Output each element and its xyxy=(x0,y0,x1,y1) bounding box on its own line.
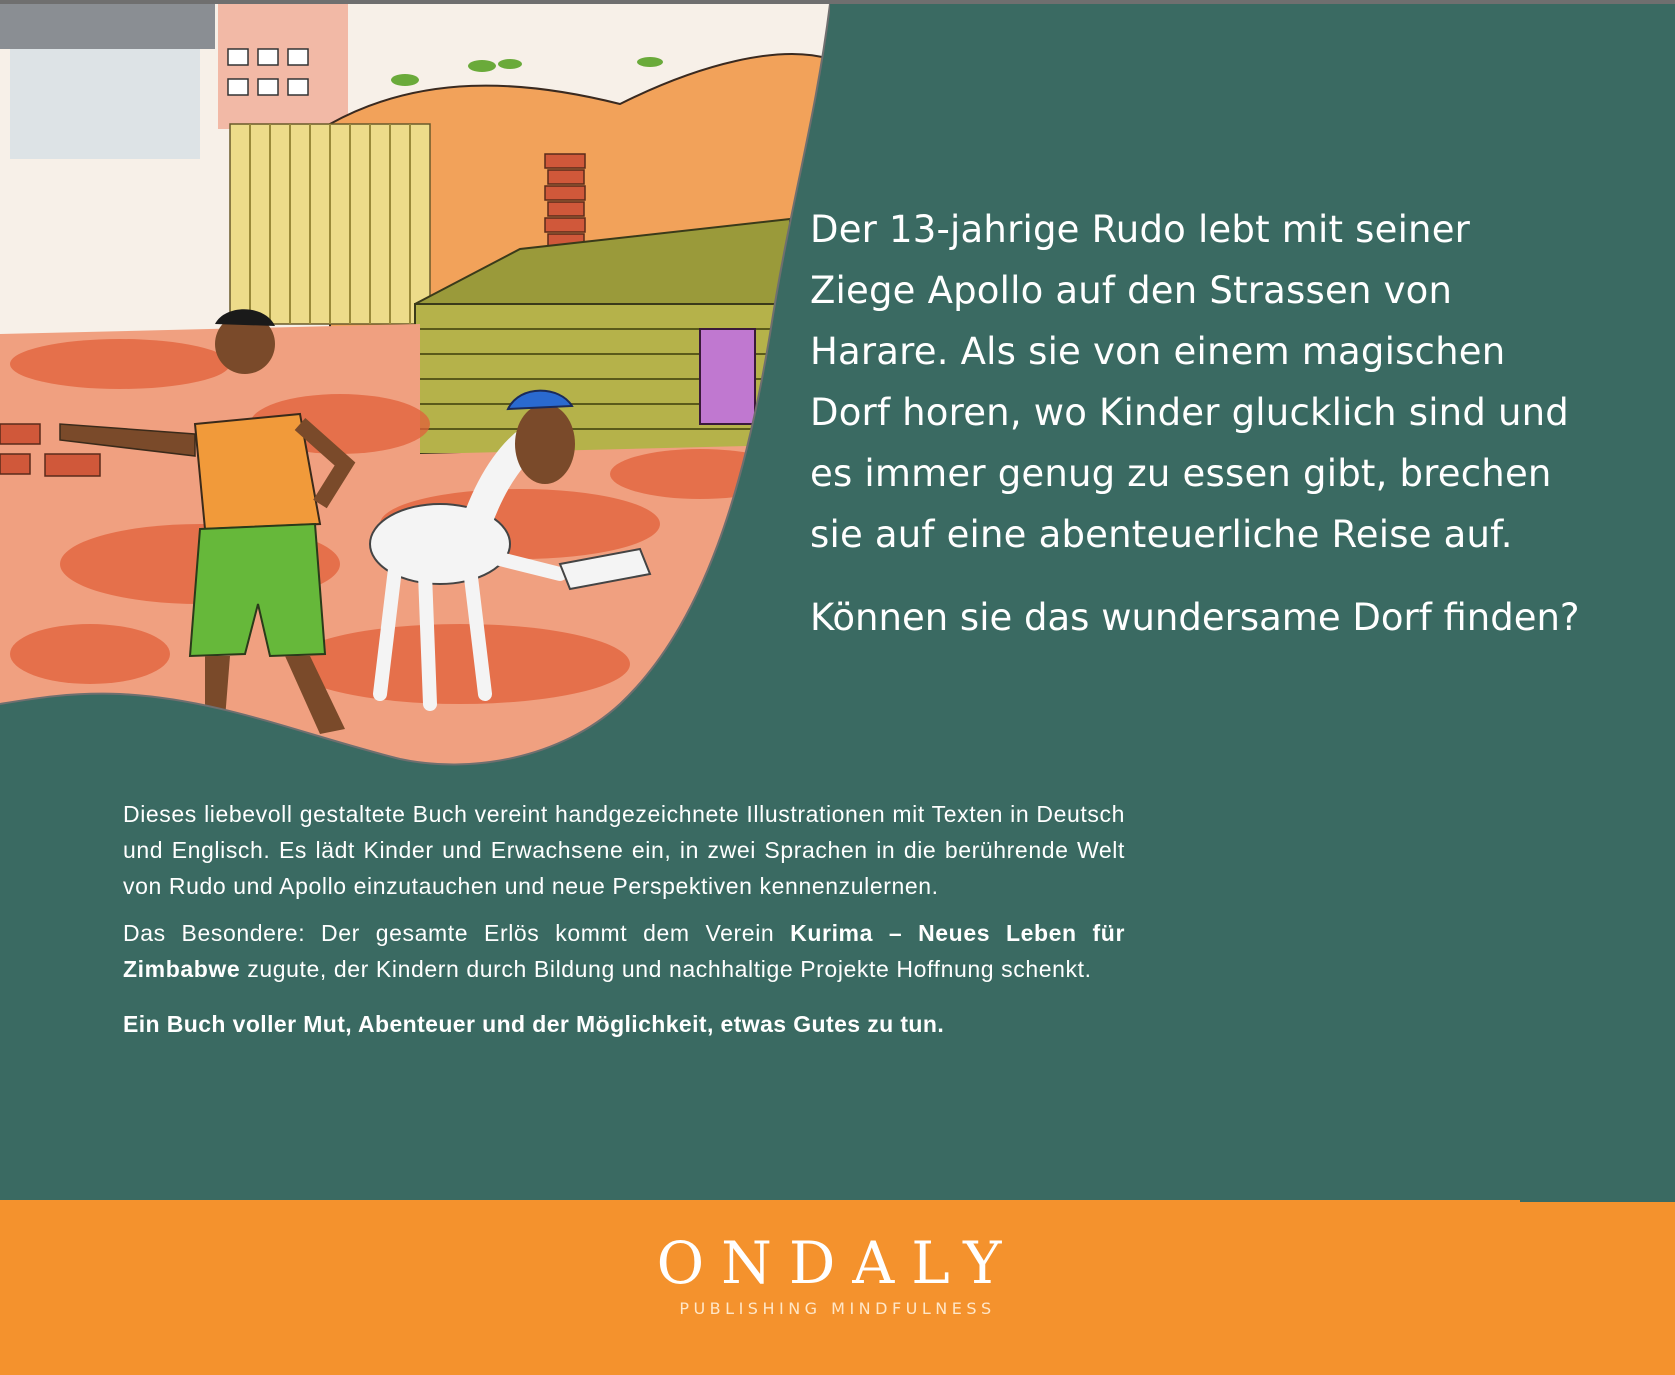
book-description xyxy=(123,796,1125,1042)
description-paragraph-1: Dieses liebevoll gestaltete Buch vereint handgezeichnete Illustrationen mit Texten in Deutsch und Englisch. Es lädt Kinder und Erwachsene ein, in zwei Sprachen in die berührende Welt von Rudo und Apollo einzutauchen und neue Perspektiven kennenzulernen. xyxy=(123,801,1125,899)
gray-roof xyxy=(0,4,215,49)
blurb-line: Der 13-jahrige Rudo lebt mit seiner xyxy=(810,208,1471,251)
publisher-tagline: PUBLISHING MINDFULNESS xyxy=(679,1299,996,1318)
paragraph-2-prefix: Das Besondere: Der gesamte Erlös kommt dem Verein xyxy=(123,920,791,946)
blurb-line: sie auf eine abenteuerliche Reise auf. xyxy=(810,513,1513,556)
blurb-line: Dorf horen, wo Kinder glucklich sind und xyxy=(810,391,1569,434)
cover-illustration xyxy=(0,4,830,774)
blurb-question: Können sie das wundersame Dorf finden? xyxy=(810,596,1580,639)
description-tagline: Ein Buch voller Mut, Abenteuer und der Möglichkeit, etwas Gutes zu tun. xyxy=(123,1011,945,1037)
story-blurb xyxy=(810,199,1630,565)
blurb-line: es immer genug zu essen gibt, brechen xyxy=(810,452,1552,495)
description-paragraph-2 xyxy=(123,915,1125,987)
publisher-logo: ONDALY xyxy=(656,1229,1019,1297)
footer-notch xyxy=(1520,1198,1675,1202)
charity-name: Kurima – Neues Leben für Zimbabwe xyxy=(123,920,1126,982)
pink-building xyxy=(218,4,348,129)
paragraph-2-suffix: zugute, der Kindern durch Bildung und nachhaltige Projekte Hoffnung schenkt. xyxy=(240,956,1092,982)
back-cover-panel xyxy=(0,4,1675,1200)
blurb-line: Harare. Als sie von einem magischen xyxy=(810,330,1506,373)
gray-wall xyxy=(10,49,200,159)
blurb-line: Ziege Apollo auf den Strassen von xyxy=(810,269,1453,312)
hut-door-cloth xyxy=(700,329,755,424)
